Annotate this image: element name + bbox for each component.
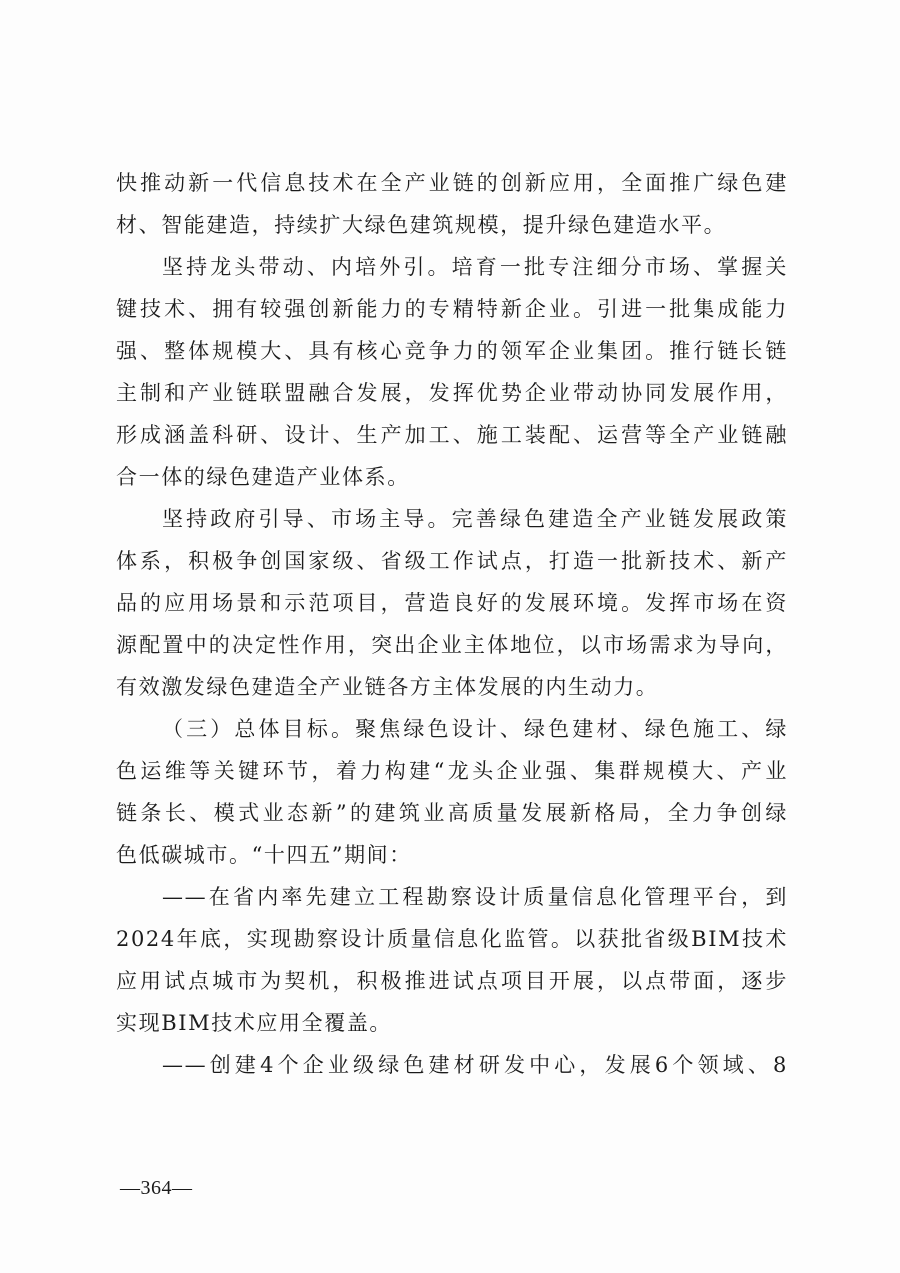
text-line: 强、整体规模大、具有核心竞争力的领军企业集团。推行链长链 xyxy=(116,339,788,363)
text-line: 链条长、模式业态新”的建筑业高质量发展新格局，全力争创绿 xyxy=(116,801,788,825)
text-line: 体系，积极争创国家级、省级工作试点，打造一批新技术、新产 xyxy=(116,549,788,573)
text-line: 源配置中的决定性作用，突出企业主体地位，以市场需求为导向， xyxy=(116,633,788,657)
text-line: 有效激发绿色建造全产业链各方主体发展的内生动力。 xyxy=(116,675,659,699)
text-line: 快推动新一代信息技术在全产业链的创新应用，全面推广绿色建 xyxy=(116,171,788,195)
text-line: 应用试点城市为契机，积极推进试点项目开展，以点带面，逐步 xyxy=(116,969,788,993)
text-line: ——在省内率先建立工程勘察设计质量信息化管理平台，到 xyxy=(162,885,788,909)
text-line: 坚持龙头带动、内培外引。培育一批专注细分市场、掌握关 xyxy=(162,255,788,279)
text-line: 2024年底，实现勘察设计质量信息化监管。以获批省级BIM技术 xyxy=(116,927,788,951)
text-line: 材、智能建造，持续扩大绿色建筑规模，提升绿色建造水平。 xyxy=(116,213,727,237)
text-line: 实现BIM技术应用全覆盖。 xyxy=(116,1011,393,1035)
text-line: 形成涵盖科研、设计、生产加工、施工装配、运营等全产业链融 xyxy=(116,423,788,447)
document-body xyxy=(116,162,788,1086)
text-line: 键技术、拥有较强创新能力的专精特新企业。引进一批集成能力 xyxy=(116,297,788,321)
text-line: 坚持政府引导、市场主导。完善绿色建造全产业链发展政策 xyxy=(162,507,788,531)
text-line: 品的应用场景和示范项目，营造良好的发展环境。发挥市场在资 xyxy=(116,591,788,615)
page-number: —364— xyxy=(120,1177,193,1199)
text-line: 色运维等关键环节，着力构建“龙头企业强、集群规模大、产业 xyxy=(116,759,788,783)
text-line: ——创建4个企业级绿色建材研发中心，发展6个领域、8 xyxy=(162,1053,788,1077)
text-line: 主制和产业链联盟融合发展，发挥优势企业带动协同发展作用， xyxy=(116,381,788,405)
text-line: 色低碳城市。“十四五”期间： xyxy=(116,843,412,867)
text-line: （三）总体目标。聚焦绿色设计、绿色建材、绿色施工、绿 xyxy=(162,717,788,741)
text-line: 合一体的绿色建造产业体系。 xyxy=(116,465,410,489)
